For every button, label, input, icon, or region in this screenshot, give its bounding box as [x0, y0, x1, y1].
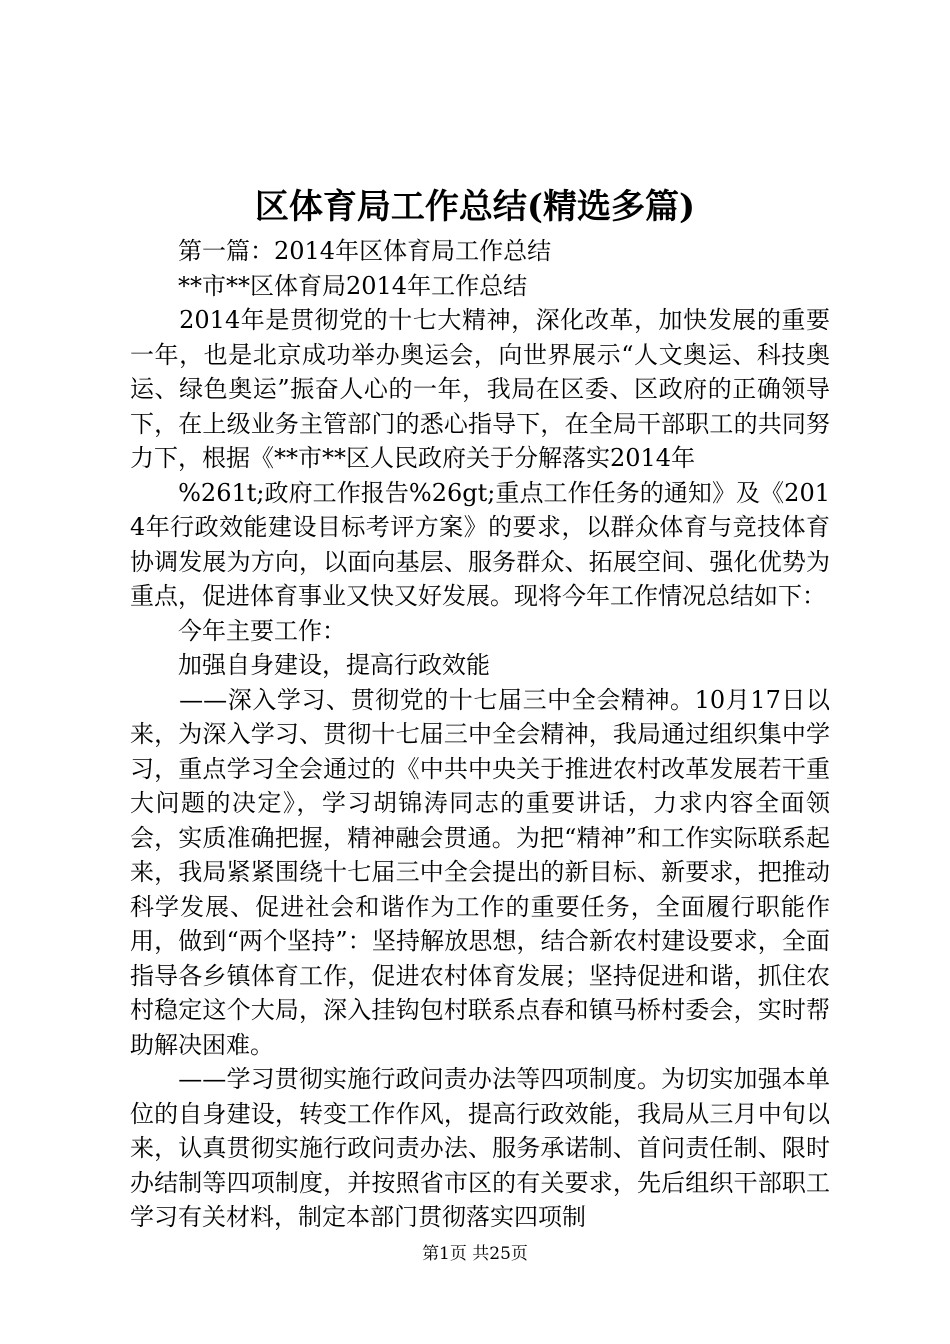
body-paragraph: 2014年是贯彻党的十七大精神，深化改革，加快发展的重要一年，也是北京成功举办奥运会，向世界展示“人文奥运、科技奥运、绿色奥运”振奋人心的一年，我局在区委、区政府的正确领导下，在上级业务主管部门的悉心指导下，在全局干部职工的共同努力下，根据《**市**区人民政府关于分解落实2014年: [130, 306, 830, 472]
page-number-footer: 第1页 共25页: [422, 1244, 528, 1264]
section-heading: 第一篇：2014年区体育局工作总结: [130, 237, 552, 265]
report-title: **市**区体育局2014年工作总结: [130, 271, 528, 300]
body-paragraph: %261t;政府工作报告%26gt;重点工作任务的通知》及《2014年行政效能建设目标考评方案》的要求，以群众体育与竞技体育协调发展为方向，以面向基层、服务群众、拓展空间、强化优势为重点，促进体育事业又快又好发展。现将今年工作情况总结如下：: [130, 478, 830, 610]
subheading: 今年主要工作：: [130, 616, 346, 645]
subheading: 加强自身建设，提高行政效能: [130, 651, 490, 679]
document-title: 区体育局工作总结(精选多篇): [254, 187, 696, 227]
body-paragraph: ——学习贯彻实施行政问责办法等四项制度。为切实加强本单位的自身建设，转变工作作风，提高行政效能，我局从三月中旬以来，认真贯彻实施行政问责办法、服务承诺制、首问责任制、限时办结制等四项制度，并按照省市区的有关要求，先后组织干部职工学习有关材料，制定本部门贯彻落实四项制: [130, 1065, 830, 1231]
body-paragraph: ——深入学习、贯彻党的十七届三中全会精神。10月17日以来，为深入学习、贯彻十七届三中全会精神，我局通过组织集中学习，重点学习全会通过的《中共中央关于推进农村改革发展若干重大问题的决定》，学习胡锦涛同志的重要讲话，力求内容全面领会，实质准确把握，精神融会贯通。为把“精神”和工作实际联系起来，我局紧紧围绕十七届三中全会提出的新目标、新要求，把推动科学发展、促进社会和谐作为工作的重要任务，全面履行职能作用，做到“两个坚持”：坚持解放思想，结合新农村建设要求，全面指导各乡镇体育工作，促进农村体育发展；坚持促进和谐，抓住农村稳定这个大局，深入挂钩包村联系点春和镇马桥村委会，实时帮助解决困难。: [130, 685, 830, 1059]
document-body: [130, 234, 830, 1235]
